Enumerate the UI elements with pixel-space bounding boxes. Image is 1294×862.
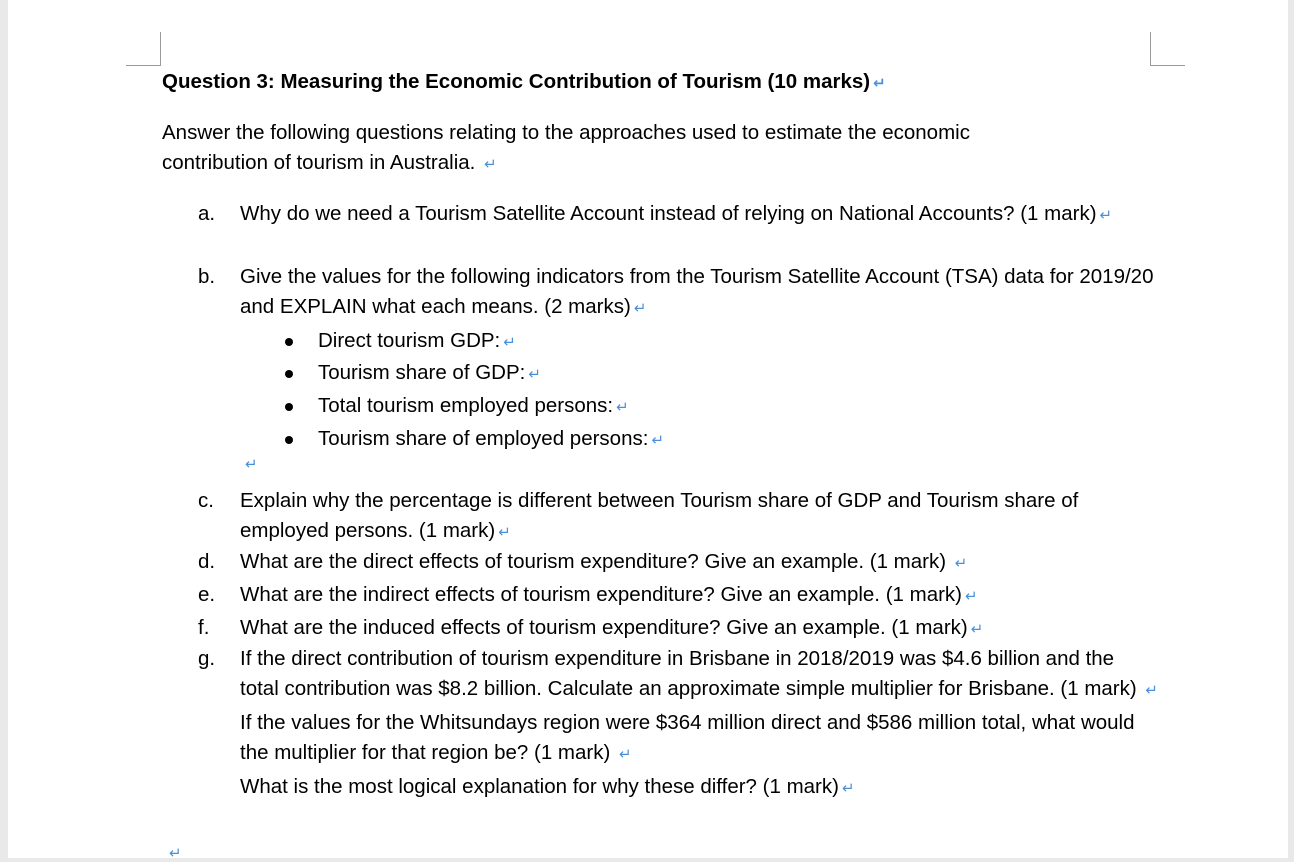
paragraph-mark-icon: ↵: [1099, 207, 1113, 224]
paragraph-mark-icon: ↵: [633, 300, 647, 317]
list-text-f[interactable]: What are the induced effects of tourism expenditure? Give an example. (1 mark): [240, 616, 968, 639]
list-item-b[interactable]: [198, 262, 1158, 324]
bullet-text[interactable]: Direct tourism GDP:: [318, 329, 501, 352]
paragraph-mark-icon: ↵: [619, 746, 632, 763]
bullet-dot-icon: [285, 403, 293, 411]
crop-mark-top-right: [1150, 32, 1151, 66]
bullet-item[interactable]: [288, 358, 541, 390]
list-text-g-2[interactable]: If the values for the Whitsundays region were $364 million direct and $586 million total, what would the multiplier for that region be? (1 mark): [240, 711, 1135, 764]
list-label-d: d.: [198, 550, 216, 573]
bullet-text[interactable]: Tourism share of GDP:: [318, 361, 526, 384]
bullet-item[interactable]: [288, 326, 516, 358]
bullet-dot-icon: [285, 436, 293, 444]
list-label-a: a.: [198, 202, 216, 225]
paragraph-mark-icon: ↵: [1145, 682, 1158, 699]
list-text-b[interactable]: Give the values for the following indicators from the Tourism Satellite Account (TSA) data for 2019/20 and EXPLAIN what each means. (2 marks): [240, 265, 1154, 318]
paragraph-mark-icon: ↵: [841, 780, 855, 797]
paragraph-mark-icon: ↵: [245, 456, 258, 473]
paragraph-mark-icon: ↵: [965, 588, 978, 605]
list-item-d[interactable]: [198, 547, 1158, 579]
list-label-e: e.: [198, 583, 216, 606]
paragraph-mark-icon: ↵: [503, 334, 516, 351]
crop-mark-top-left: [126, 65, 161, 66]
bullet-item[interactable]: [288, 391, 629, 423]
crop-mark-top-left: [160, 32, 161, 66]
question-intro-text[interactable]: Answer the following questions relating to the approaches used to estimate the economic contribution of tourism in Australia.: [162, 121, 970, 174]
question-title[interactable]: [162, 69, 886, 97]
bullet-text[interactable]: Total tourism employed persons:: [318, 394, 614, 417]
bullet-dot-icon: [285, 338, 293, 346]
list-text-d[interactable]: What are the direct effects of tourism expenditure? Give an example. (1 mark): [240, 550, 952, 573]
list-text-e[interactable]: What are the indirect effects of tourism expenditure? Give an example. (1 mark): [240, 583, 963, 606]
paragraph-mark-icon: ↵: [873, 75, 886, 92]
question-intro[interactable]: [162, 118, 1062, 180]
crop-mark-top-right: [1150, 65, 1185, 66]
list-text-a[interactable]: Why do we need a Tourism Satellite Account instead of relying on National Accounts? (1 mark): [240, 202, 1097, 225]
list-item-g[interactable]: [198, 644, 1158, 804]
paragraph-mark-icon: ↵: [528, 366, 541, 383]
list-item-f[interactable]: [198, 613, 1158, 645]
list-label-c: c.: [198, 489, 214, 512]
list-item-c[interactable]: [198, 486, 1158, 548]
paragraph-mark-icon: ↵: [651, 432, 665, 449]
paragraph-mark-icon: ↵: [970, 621, 984, 638]
paragraph-mark-icon: ↵: [616, 399, 629, 416]
list-label-b: b.: [198, 265, 216, 288]
list-label-g: g.: [198, 647, 216, 670]
paragraph-mark-icon: ↵: [169, 845, 182, 862]
paragraph-mark-icon: ↵: [954, 555, 968, 572]
paragraph-mark-icon: ↵: [498, 524, 511, 541]
list-item-e[interactable]: [198, 580, 1158, 612]
paragraph-mark-icon: ↵: [484, 156, 497, 173]
bullet-item[interactable]: [288, 424, 664, 456]
list-text-c[interactable]: Explain why the percentage is different between Tourism share of GDP and Tourism share of employed persons. (1 mark): [240, 489, 1079, 542]
list-text-g-3[interactable]: What is the most logical explanation for why these differ? (1 mark): [240, 775, 839, 798]
bullet-text[interactable]: Tourism share of employed persons:: [318, 427, 649, 450]
bullet-dot-icon: [285, 370, 293, 378]
question-title-text[interactable]: Question 3: Measuring the Economic Contribution of Tourism (10 marks): [162, 70, 871, 93]
list-label-f: f.: [198, 616, 210, 639]
list-item-a[interactable]: [198, 199, 1158, 231]
document-page: [8, 0, 1288, 862]
list-text-g-1[interactable]: If the direct contribution of tourism expenditure in Brisbane in 2018/2019 was $4.6 billion and the total contribution was $8.2 billion. Calculate an approximate simple multiplier for Brisbane. (1 mark): [240, 647, 1143, 700]
